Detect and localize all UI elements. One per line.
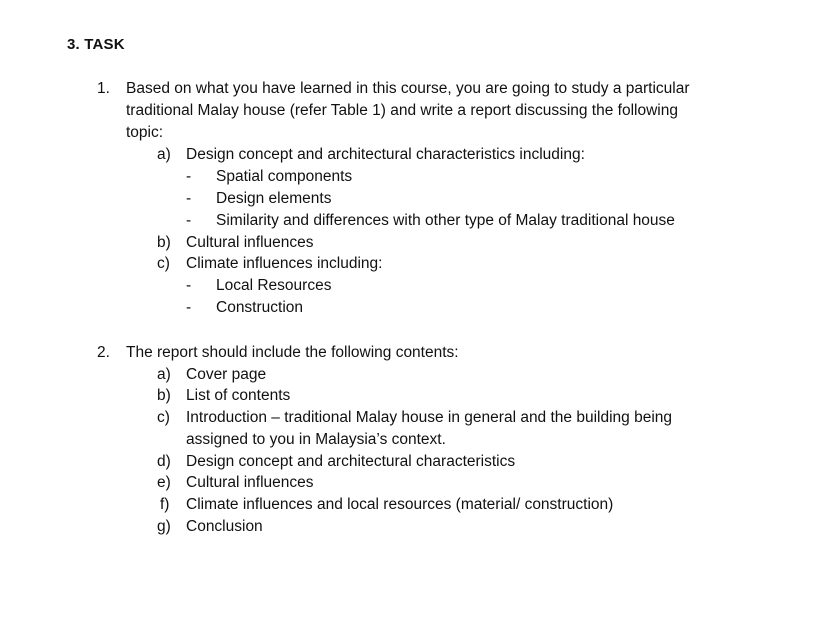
content-letter: f): [160, 496, 170, 513]
bullet-dash: -: [186, 168, 192, 185]
item-1-text-line-2: traditional Malay house (refer Table 1) and write a report discussing the following: [126, 102, 678, 119]
bullet-construction: Construction: [216, 299, 304, 316]
item-1-sub-a-letter: a): [157, 146, 171, 163]
content-climate-influences: Climate influences and local resources (material/ construction): [186, 496, 614, 513]
bullet-dash: -: [186, 212, 192, 229]
content-list-of-contents: List of contents: [186, 387, 291, 404]
content-cultural-influences: Cultural influences: [186, 474, 314, 491]
bullet-design-elements: Design elements: [216, 190, 332, 207]
item-1-sub-a-text: Design concept and architectural characteristics including:: [186, 146, 585, 163]
section-heading: 3. TASK: [67, 36, 125, 53]
item-1-text-line-1: Based on what you have learned in this course, you are going to study a particular: [126, 80, 690, 97]
content-letter: g): [157, 518, 171, 535]
content-introduction-line-1: Introduction – traditional Malay house in general and the building being: [186, 409, 673, 426]
item-2-text: The report should include the following contents:: [126, 344, 459, 361]
bullet-dash: -: [186, 299, 192, 316]
content-letter: a): [157, 366, 171, 383]
item-1-sub-c-letter: c): [157, 255, 170, 272]
content-cover-page: Cover page: [186, 366, 267, 383]
bullet-dash: -: [186, 277, 192, 294]
item-1-text-line-3: topic:: [126, 124, 164, 141]
content-letter: b): [157, 387, 171, 404]
item-1-sub-c-text: Climate influences including:: [186, 255, 383, 272]
item-1-number: 1.: [97, 80, 110, 97]
bullet-similarity-differences: Similarity and differences with other type of Malay traditional house: [216, 212, 675, 229]
bullet-local-resources: Local Resources: [216, 277, 332, 294]
bullet-dash: -: [186, 190, 192, 207]
item-2-number: 2.: [97, 344, 110, 361]
content-design-concept: Design concept and architectural characteristics: [186, 453, 516, 470]
item-1-sub-b-text: Cultural influences: [186, 234, 314, 251]
content-letter: c): [157, 409, 170, 426]
content-letter: e): [157, 474, 171, 491]
content-letter: d): [157, 453, 171, 470]
item-1-sub-b-letter: b): [157, 234, 171, 251]
content-introduction-line-2: assigned to you in Malaysia’s context.: [186, 431, 446, 448]
content-conclusion: Conclusion: [186, 518, 263, 535]
bullet-spatial-components: Spatial components: [216, 168, 353, 185]
